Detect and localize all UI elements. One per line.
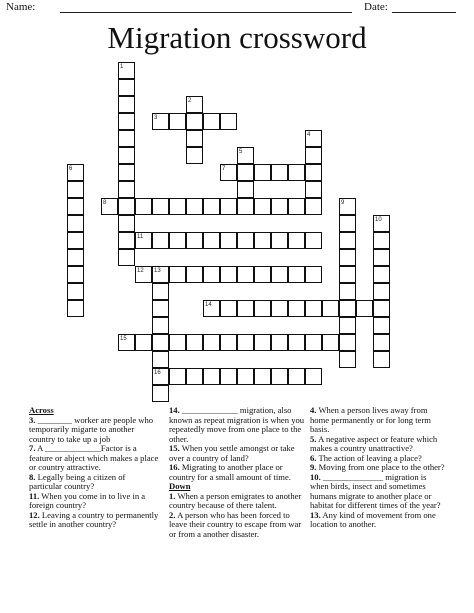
grid-cell[interactable]	[186, 368, 203, 385]
clue-number: 14	[205, 302, 212, 308]
grid-cell[interactable]	[356, 300, 373, 317]
clue-column-2	[169, 406, 306, 539]
grid-cell[interactable]	[339, 249, 356, 266]
grid-cell[interactable]	[169, 198, 186, 215]
clue-down-10: 10. ______________ migration is when birds, insect and sometimes humans migrate to another place or habitat for different times of the year?	[310, 471, 441, 510]
grid-cell[interactable]	[152, 283, 169, 300]
grid-cell[interactable]	[339, 283, 356, 300]
grid-cell[interactable]	[118, 147, 135, 164]
clue-number: 16	[154, 370, 161, 376]
grid-cell[interactable]	[152, 385, 169, 402]
grid-cell[interactable]	[305, 368, 322, 385]
grid-cell[interactable]	[186, 266, 203, 283]
grid-cell[interactable]	[152, 198, 169, 215]
clue-number: 13	[154, 268, 161, 274]
clue-number: 8	[103, 200, 107, 206]
grid-cell[interactable]	[322, 334, 339, 351]
grid-cell[interactable]	[169, 266, 186, 283]
grid-cell[interactable]	[305, 232, 322, 249]
grid-cell[interactable]	[254, 266, 271, 283]
clue-list	[0, 406, 474, 611]
grid-cell[interactable]	[288, 198, 305, 215]
clue-across-12: 12. Leaving a country to permanently settle in another country?	[29, 509, 159, 529]
grid-cell[interactable]	[254, 368, 271, 385]
grid-cell[interactable]	[135, 198, 152, 215]
clue-number: 4	[307, 132, 311, 138]
grid-cell[interactable]	[322, 300, 339, 317]
clue-number: 15	[120, 336, 127, 342]
grid-cell[interactable]	[254, 198, 271, 215]
grid-cell[interactable]	[254, 232, 271, 249]
grid-cell[interactable]	[203, 368, 220, 385]
grid-cell[interactable]	[152, 232, 169, 249]
clue-across-8: 8. Legally being a citizen of particular country?	[29, 471, 126, 491]
grid-cell[interactable]	[203, 113, 220, 130]
grid-cell[interactable]	[237, 300, 254, 317]
grid-cell[interactable]	[305, 198, 322, 215]
grid-cell[interactable]	[237, 232, 254, 249]
grid-cell[interactable]	[152, 334, 169, 351]
grid-cell[interactable]	[254, 300, 271, 317]
grid-cell[interactable]	[152, 351, 169, 368]
grid-cell[interactable]	[305, 164, 322, 181]
grid-cell[interactable]	[186, 147, 203, 164]
grid-cell[interactable]	[186, 130, 203, 147]
clue-number: 3	[154, 115, 158, 121]
grid-cell[interactable]	[305, 300, 322, 317]
page-title: Migration crossword	[107, 20, 367, 55]
clue-number: 7	[222, 166, 226, 172]
grid-cell[interactable]	[339, 334, 356, 351]
grid-cell[interactable]	[288, 368, 305, 385]
clue-down-1: 1. When a person emigrates to another country because of there talent.	[169, 490, 302, 510]
grid-cell[interactable]	[67, 283, 84, 300]
clue-across-7: 7. A _____________Factor is a feature or abject which makes a place or country attractive.	[29, 443, 159, 472]
grid-cell[interactable]	[203, 232, 220, 249]
grid-cell[interactable]	[186, 232, 203, 249]
grid-cell[interactable]	[339, 300, 356, 317]
grid-cell[interactable]	[373, 317, 390, 334]
grid-cell[interactable]	[118, 232, 135, 249]
grid-cell[interactable]	[237, 198, 254, 215]
grid-cell[interactable]	[237, 181, 254, 198]
grid-cell[interactable]	[67, 198, 84, 215]
grid-cell[interactable]	[186, 113, 203, 130]
grid-cell[interactable]	[271, 334, 288, 351]
down-heading: Down	[169, 481, 191, 491]
grid-cell[interactable]	[220, 334, 237, 351]
grid-cell[interactable]	[186, 334, 203, 351]
clue-down-9: 9. Moving from one place to the other?	[310, 462, 445, 472]
grid-cell[interactable]	[118, 164, 135, 181]
grid-cell[interactable]	[67, 181, 84, 198]
grid-cell[interactable]	[305, 334, 322, 351]
clue-number: 9	[341, 200, 345, 206]
grid-cell[interactable]	[288, 300, 305, 317]
grid-cell[interactable]	[169, 334, 186, 351]
clue-down-6: 6. The action of leaving a place?	[310, 452, 422, 463]
clue-across-3: 3. ________ worker are people who temporarily migarte to another country to take up a job	[29, 414, 154, 444]
grid-cell[interactable]	[339, 266, 356, 283]
grid-cell[interactable]	[67, 249, 84, 266]
clue-number: 12	[137, 268, 144, 274]
grid-cell[interactable]	[237, 334, 254, 351]
clue-across-16: 16. Migrating to another place or country for a small amount of time.	[169, 462, 291, 482]
grid-cell[interactable]	[186, 198, 203, 215]
grid-cell[interactable]	[339, 317, 356, 334]
grid-cell[interactable]	[237, 368, 254, 385]
grid-cell[interactable]	[118, 215, 135, 232]
clue-down-4: 4. When a person lives away from home permanently or for long term basis.	[310, 405, 431, 434]
grid-cell[interactable]	[339, 351, 356, 368]
grid-cell[interactable]	[118, 79, 135, 96]
grid-cell[interactable]	[373, 334, 390, 351]
grid-cell[interactable]	[220, 198, 237, 215]
grid-cell[interactable]	[67, 232, 84, 249]
clue-number: 2	[188, 98, 192, 104]
grid-cell[interactable]	[373, 249, 390, 266]
clue-column-3	[310, 406, 447, 530]
grid-cell[interactable]	[373, 266, 390, 283]
across-heading: Across	[29, 405, 54, 415]
grid-cell[interactable]	[271, 164, 288, 181]
grid-cell[interactable]	[271, 300, 288, 317]
grid-cell[interactable]	[220, 232, 237, 249]
clue-down-2: 2. A person who has been forced to leave their country to escape from war or from a another disaster.	[169, 509, 302, 539]
grid-cell[interactable]	[220, 266, 237, 283]
grid-cell[interactable]	[237, 266, 254, 283]
grid-cell[interactable]	[271, 232, 288, 249]
grid-cell[interactable]	[288, 232, 305, 249]
grid-cell[interactable]	[67, 266, 84, 283]
grid-cell[interactable]	[118, 96, 135, 113]
grid-cell[interactable]	[203, 198, 220, 215]
clue-across-14: 14. _____________ migration, also known as repeat migration is when you repeatedly move from one place to the other.	[169, 405, 305, 444]
grid-cell[interactable]	[288, 266, 305, 283]
grid-cell[interactable]	[203, 266, 220, 283]
grid-cell[interactable]	[67, 215, 84, 232]
clue-across-11: 11. When you come in to live in a foreign country?	[29, 490, 146, 510]
grid-cell[interactable]	[339, 215, 356, 232]
grid-cell[interactable]	[67, 300, 84, 317]
clue-number: 6	[69, 166, 73, 172]
clue-number: 5	[239, 149, 243, 155]
grid-cell[interactable]	[288, 164, 305, 181]
date-label: Date:	[364, 1, 388, 13]
grid-cell[interactable]	[271, 198, 288, 215]
grid-cell[interactable]	[169, 232, 186, 249]
grid-cell[interactable]	[118, 113, 135, 130]
grid-cell[interactable]	[152, 317, 169, 334]
grid-cell[interactable]	[305, 266, 322, 283]
grid-cell[interactable]	[118, 249, 135, 266]
clue-column-1	[29, 406, 160, 530]
grid-cell[interactable]	[254, 164, 271, 181]
grid-cell[interactable]	[169, 113, 186, 130]
grid-cell[interactable]	[169, 368, 186, 385]
grid-cell[interactable]	[339, 232, 356, 249]
grid-cell[interactable]	[118, 130, 135, 147]
grid-cell[interactable]	[220, 368, 237, 385]
grid-cell[interactable]	[305, 147, 322, 164]
grid-cell[interactable]	[135, 334, 152, 351]
grid-cell[interactable]	[373, 300, 390, 317]
clue-number: 10	[375, 217, 382, 223]
grid-cell[interactable]	[288, 334, 305, 351]
grid-cell[interactable]	[118, 181, 135, 198]
name-label: Name:	[6, 1, 36, 13]
grid-cell[interactable]	[271, 266, 288, 283]
grid-cell[interactable]	[237, 164, 254, 181]
grid-cell[interactable]	[254, 334, 271, 351]
grid-cell[interactable]	[152, 300, 169, 317]
grid-cell[interactable]	[305, 181, 322, 198]
clue-number: 1	[120, 64, 124, 70]
grid-cell[interactable]	[373, 283, 390, 300]
grid-cell[interactable]	[220, 300, 237, 317]
clue-down-13: 13. Any kind of movement from one location to another.	[310, 509, 436, 529]
clue-down-5: 5. A negative aspect or feature which makes a country unattractive?	[310, 433, 438, 453]
clue-across-15: 15. When you settle amongst or take over a country of land?	[169, 443, 295, 463]
grid-cell[interactable]	[220, 113, 237, 130]
grid-cell[interactable]	[203, 334, 220, 351]
grid-cell[interactable]	[271, 368, 288, 385]
grid-cell[interactable]	[118, 198, 135, 215]
grid-cell[interactable]	[373, 232, 390, 249]
grid-cell[interactable]	[373, 351, 390, 368]
clue-number: 11	[137, 234, 144, 240]
